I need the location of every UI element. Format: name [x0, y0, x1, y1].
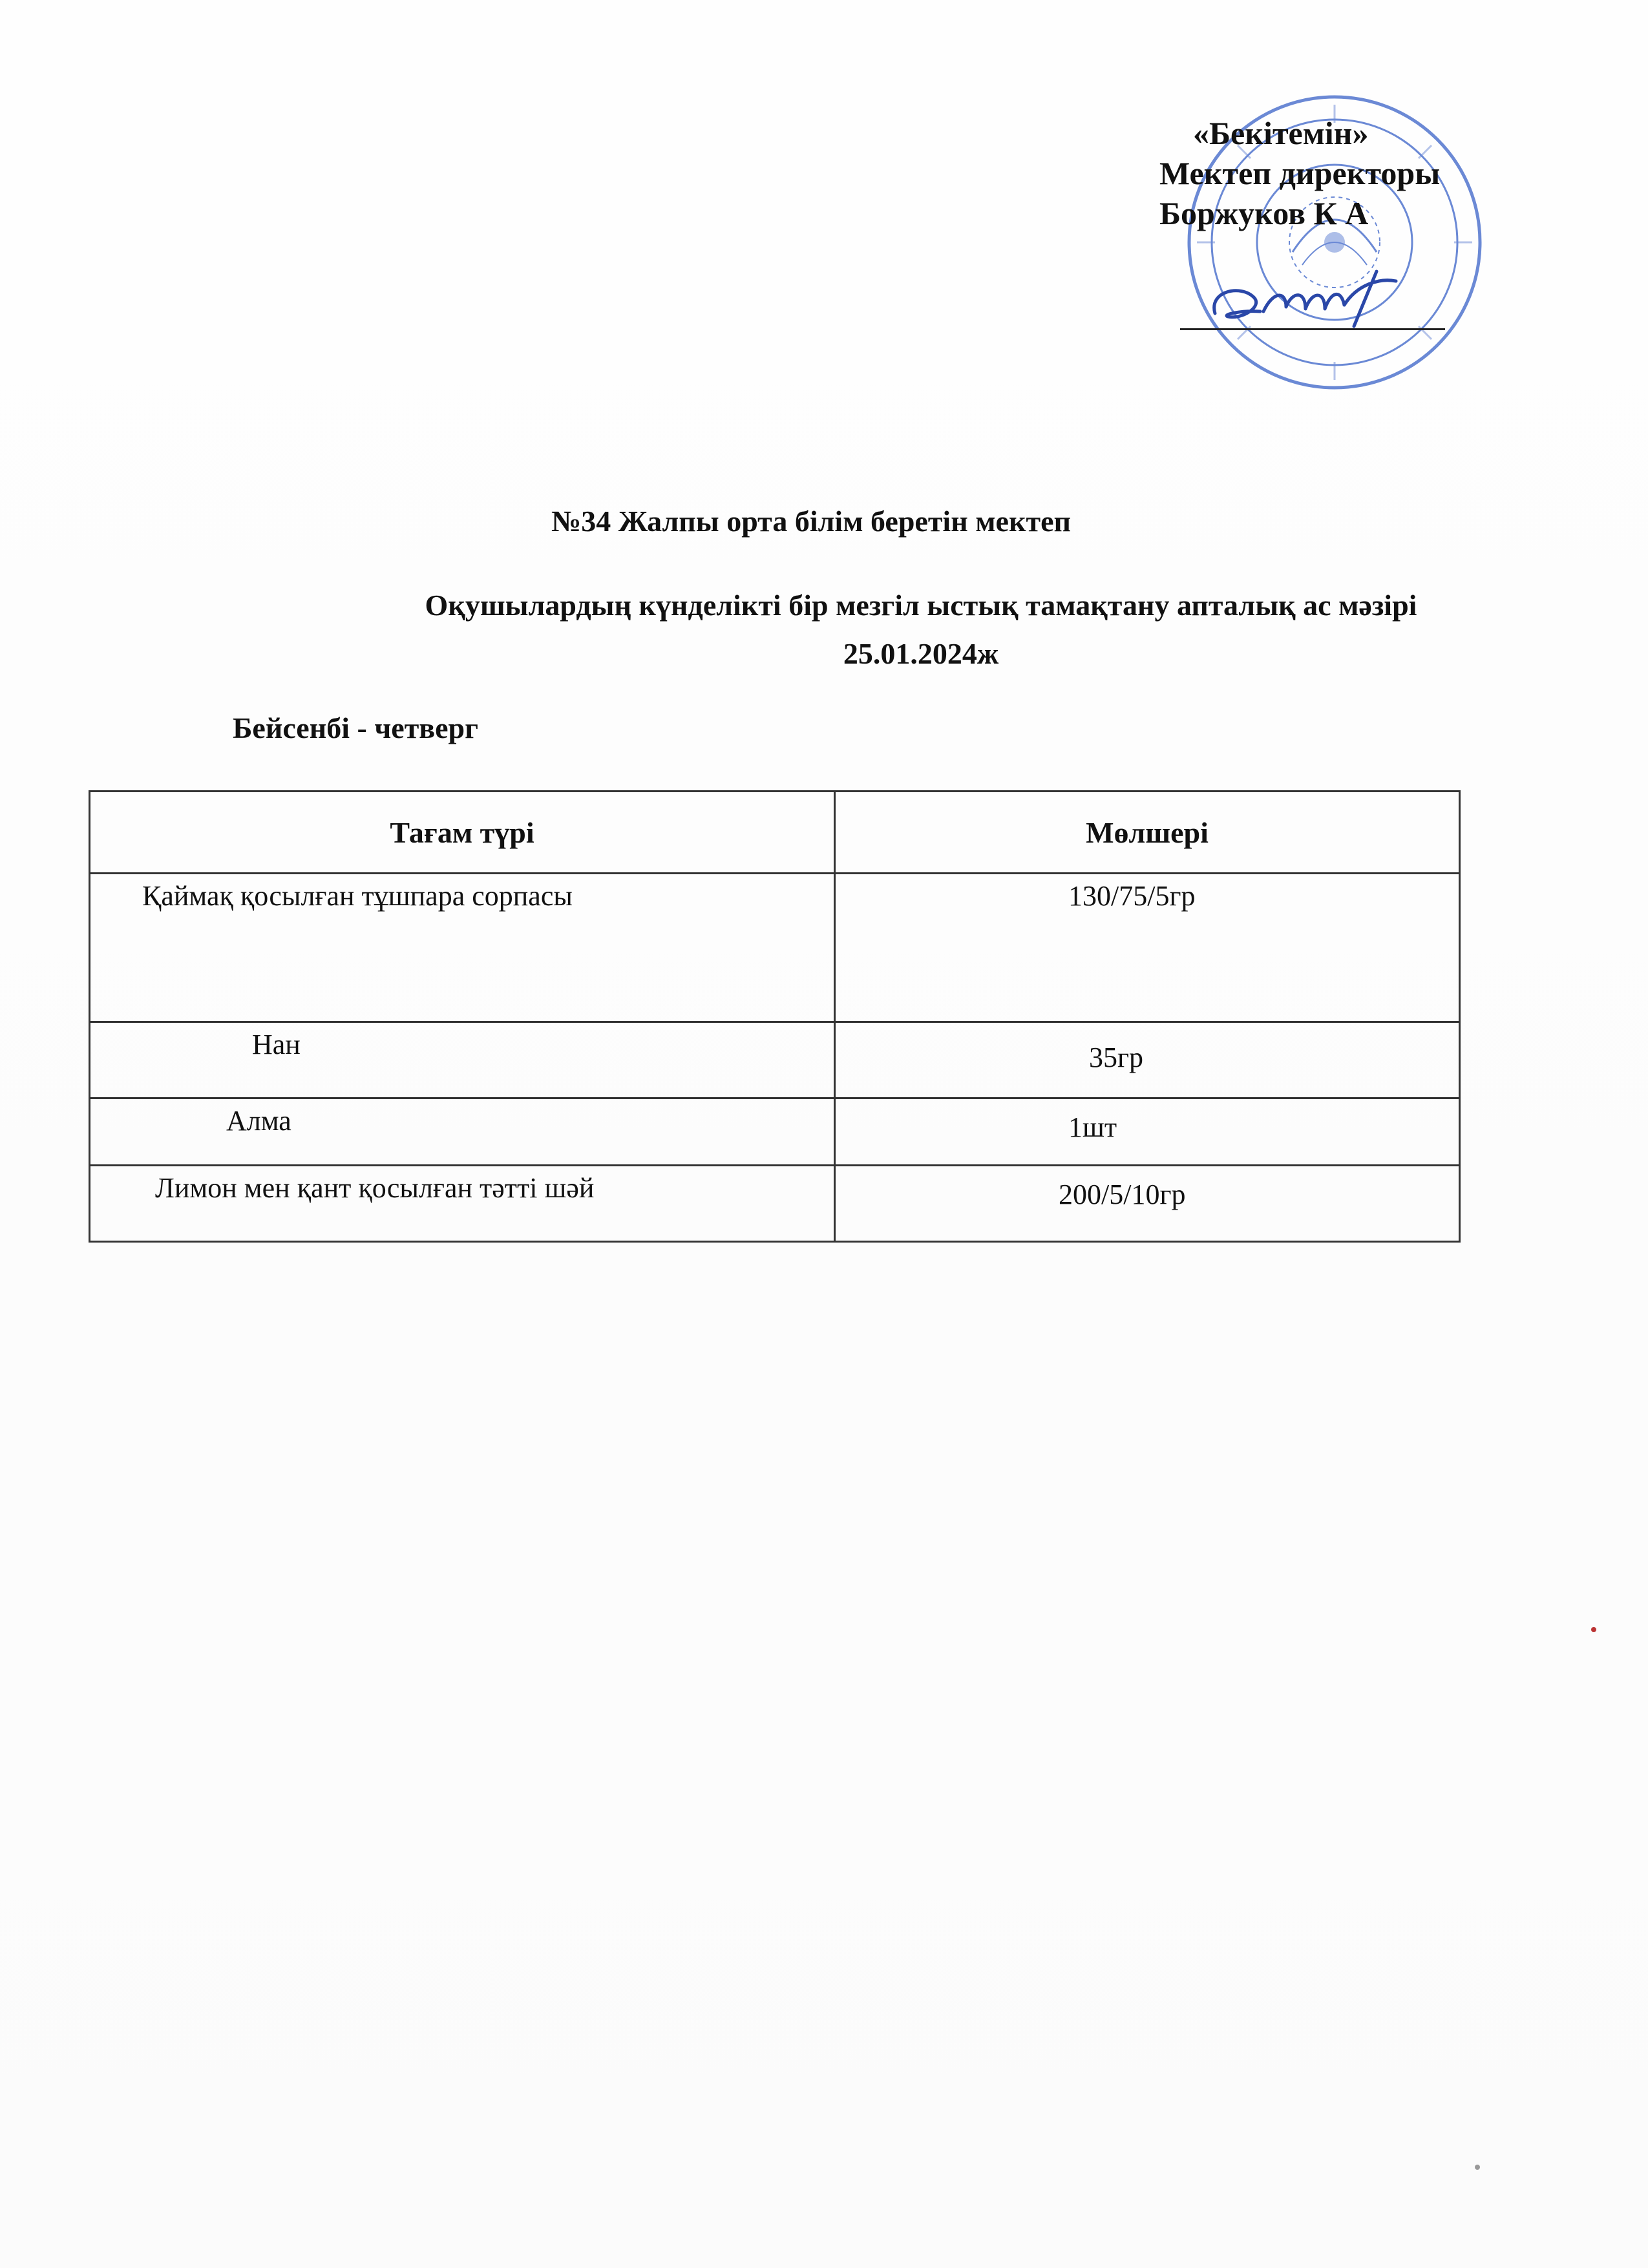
- dish-cell: [90, 1022, 835, 1098]
- table-header-row: [90, 792, 1460, 874]
- dish-name: Нан: [252, 1029, 301, 1060]
- approval-heading: «Бекітемін»: [1193, 115, 1369, 151]
- dish-name: Алма: [226, 1105, 291, 1137]
- day-of-week: Бейсенбі - четверг: [233, 711, 479, 744]
- table-row: [90, 1098, 1460, 1166]
- scan-speck: [1591, 1627, 1596, 1632]
- dish-name: Лимон мен қант қосылған тәтті шәй: [155, 1172, 595, 1204]
- column-header-amount: Мөлшері: [835, 792, 1460, 874]
- director-name: Боржуков К А: [1159, 195, 1369, 231]
- director-signature: [1202, 265, 1422, 336]
- approval-block: [1159, 113, 1440, 233]
- dish-amount: 35гр: [1089, 1042, 1144, 1073]
- signature-line: [1180, 328, 1445, 330]
- amount-cell: [835, 1022, 1460, 1098]
- menu-table: [89, 790, 1461, 1243]
- dish-amount: 130/75/5гр: [1068, 880, 1196, 912]
- menu-date: 25.01.2024ж: [843, 637, 999, 670]
- school-name: №34 Жалпы орта білім беретін мектеп: [551, 505, 1071, 538]
- column-header-dish: Тағам түрі: [90, 792, 835, 874]
- table-row: [90, 1022, 1460, 1098]
- dish-amount: 200/5/10гр: [1059, 1179, 1186, 1210]
- dish-cell: [90, 1098, 835, 1166]
- menu-title: Оқушылардың күнделікті бір мезгіл ыстық тамақтану апталық ас мәзірі: [425, 589, 1417, 622]
- director-title: Мектеп директоры: [1159, 155, 1441, 191]
- table-row: [90, 874, 1460, 1022]
- table-row: [90, 1166, 1460, 1242]
- scan-speck: [1475, 2165, 1480, 2170]
- dish-cell: [90, 1166, 835, 1242]
- dish-name: Қаймақ қосылған тұшпара сорпасы: [142, 880, 573, 912]
- dish-amount: 1шт: [1068, 1111, 1117, 1143]
- dish-cell: [90, 874, 835, 1022]
- amount-cell: [835, 1166, 1460, 1242]
- amount-cell: [835, 1098, 1460, 1166]
- amount-cell: [835, 874, 1460, 1022]
